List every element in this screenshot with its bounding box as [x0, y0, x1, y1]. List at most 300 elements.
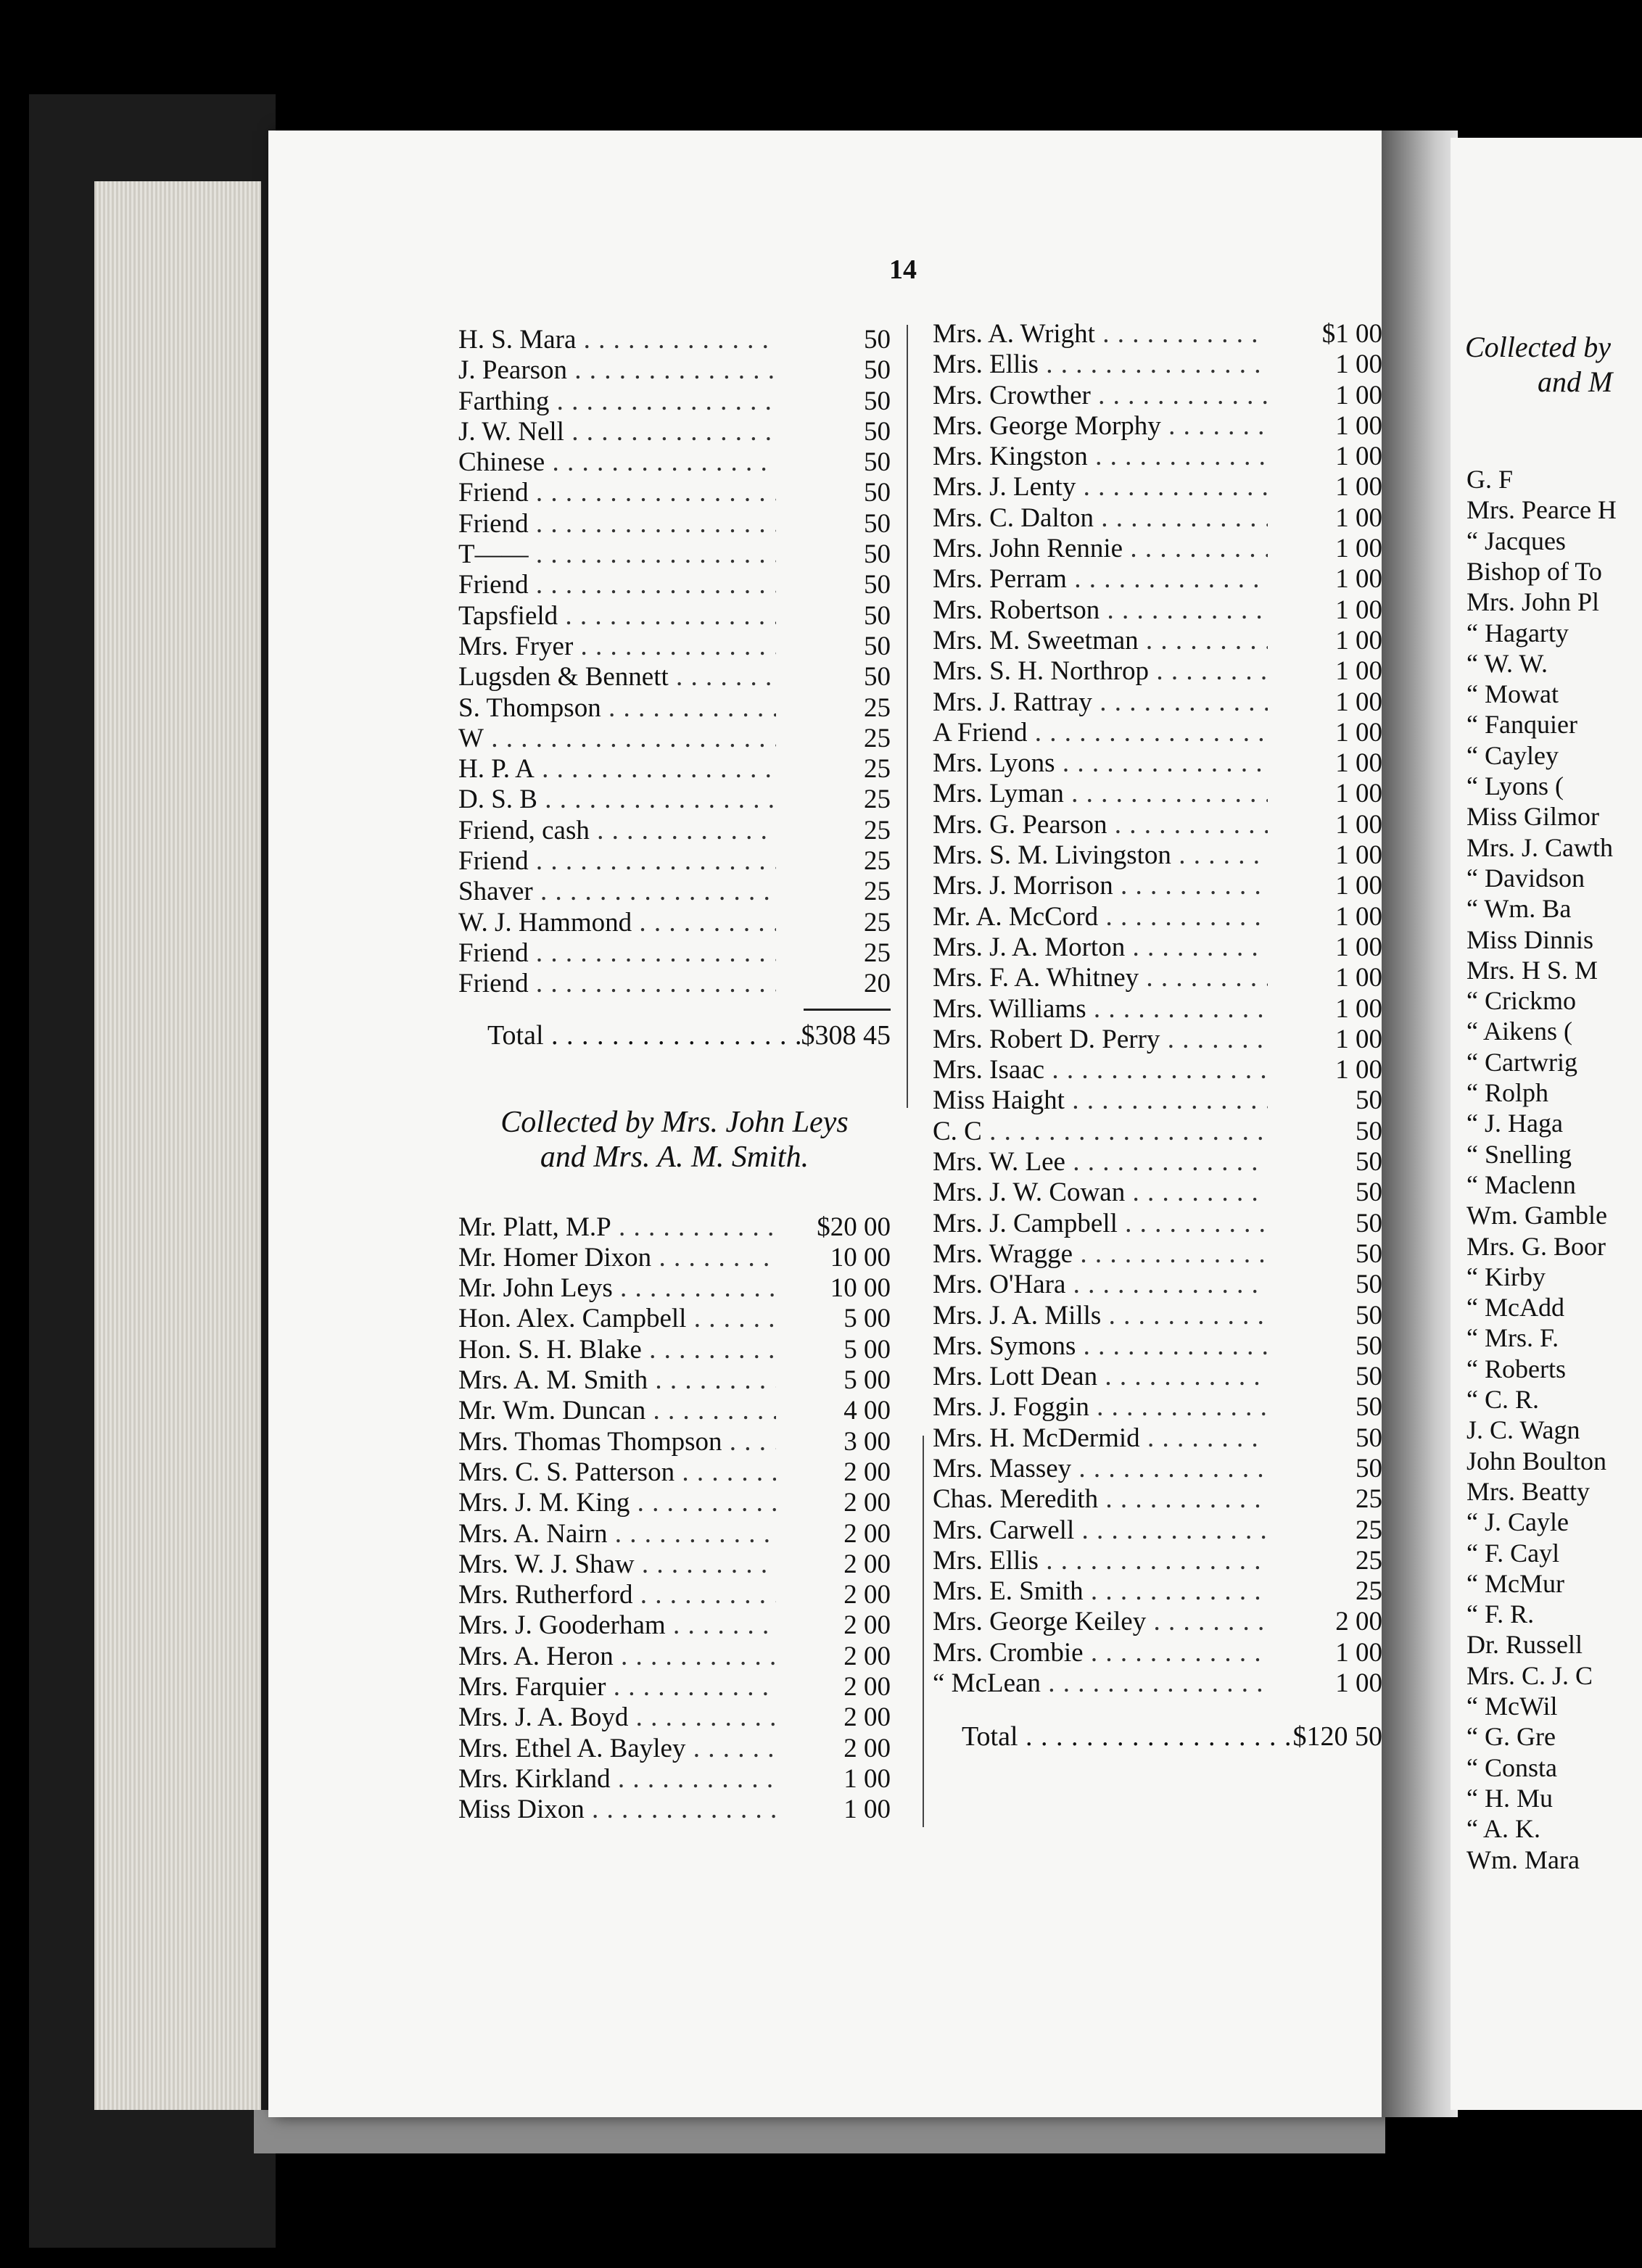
collected-heading-line2: and Mrs. A. M. Smith.	[540, 1140, 809, 1174]
list-item: J. C. Wagn	[1466, 1415, 1580, 1445]
list-item	[933, 1515, 1382, 1546]
donation-amount: 25	[864, 692, 891, 723]
donation-amount: 25	[1356, 1484, 1382, 1515]
list-item: “ Aikens (	[1466, 1017, 1572, 1046]
list-item: Mrs. Beatty	[1466, 1476, 1590, 1506]
donation-amount: 50	[1356, 1423, 1382, 1453]
donation-amount: 1 00	[1335, 840, 1382, 871]
donor-name: D. S. B . . .	[458, 785, 776, 815]
donor-name: Mrs. A. M. Smith . . .	[458, 1365, 776, 1396]
donor-name: Mrs. Isaac . . .	[933, 1055, 1268, 1085]
list-item	[933, 381, 1382, 411]
list-item	[458, 1488, 891, 1518]
donor-name: Mrs. M. Sweetman . . .	[933, 626, 1268, 656]
list-item: Dr. Russell	[1466, 1630, 1583, 1660]
list-item	[458, 1795, 891, 1825]
donation-amount: 10 00	[830, 1242, 891, 1272]
list-item: “ A. K.	[1466, 1814, 1540, 1844]
donation-amount: 2 00	[843, 1733, 891, 1763]
list-item: “ Hagarty	[1466, 618, 1569, 647]
list-item	[933, 1638, 1382, 1668]
donor-name: Mrs. O'Hara . . .	[933, 1270, 1268, 1300]
donation-amount: 50	[1356, 1270, 1382, 1300]
donation-amount: 50	[1356, 1453, 1382, 1483]
list-item	[458, 447, 891, 478]
donor-name: Mrs. A. Nairn . . .	[458, 1519, 776, 1549]
donor-name: Mrs. Wragge . . .	[933, 1239, 1268, 1270]
donation-amount: 1 00	[843, 1763, 891, 1794]
donation-amount: 1 00	[1335, 410, 1382, 441]
donation-amount: 10 00	[830, 1273, 891, 1304]
donation-amount: 1 00	[1335, 901, 1382, 932]
donation-amount: 25	[1356, 1545, 1382, 1576]
donor-name: Mrs. W. Lee . . .	[933, 1147, 1268, 1178]
total-amount: $308 45	[801, 1019, 891, 1051]
donation-amount: 25	[1356, 1576, 1382, 1607]
list-item: “ F. R.	[1466, 1599, 1535, 1629]
donation-amount: 50	[864, 600, 891, 631]
list-item: “ Cayley	[1466, 740, 1559, 770]
list-item: “ H. Mu	[1466, 1783, 1553, 1813]
list-item	[933, 503, 1382, 534]
list-item	[458, 1457, 891, 1488]
donor-name: Miss Dixon . . .	[458, 1795, 776, 1825]
donor-name: Mrs. Ellis . . .	[933, 349, 1268, 380]
list-item: John Boulton	[1466, 1446, 1607, 1476]
list-item	[933, 1668, 1382, 1699]
list-item	[933, 1484, 1382, 1515]
donor-name: Mrs. Lyons . . .	[933, 748, 1268, 779]
list-item	[933, 534, 1382, 564]
list-item	[458, 1702, 891, 1733]
list-item	[933, 1239, 1382, 1270]
total-label: Total . . .	[458, 1019, 801, 1051]
donation-amount: 50	[1356, 1116, 1382, 1146]
list-item	[933, 687, 1382, 718]
list-item: Mrs. Pearce H	[1466, 495, 1617, 525]
donation-amount: 1 00	[1335, 656, 1382, 687]
donor-name: Farthing . . .	[458, 386, 776, 417]
donation-amount: 25	[864, 938, 891, 968]
list-item	[458, 816, 891, 846]
donation-amount: 1 00	[1335, 779, 1382, 809]
donation-amount: $20 00	[817, 1212, 891, 1242]
list-item	[933, 840, 1382, 871]
right-heading	[1465, 330, 1612, 400]
list-item	[933, 1055, 1382, 1085]
donor-name: Mrs. John Rennie . . .	[933, 534, 1268, 564]
donation-amount: 1 00	[1335, 534, 1382, 564]
donor-name: Mrs. C. S. Patterson . . .	[458, 1457, 776, 1488]
list-item	[458, 908, 891, 938]
donor-name: Mrs. Williams . . .	[933, 994, 1268, 1025]
donor-name: Friend . . .	[458, 846, 776, 877]
list-item: Wm. Mara	[1466, 1845, 1580, 1874]
list-item	[933, 1331, 1382, 1362]
donation-amount: 1 00	[1335, 502, 1382, 533]
donation-amount: 4 00	[843, 1396, 891, 1426]
donation-amount: 20	[864, 969, 891, 999]
list-item: “ McMur	[1466, 1568, 1564, 1598]
list-item	[458, 570, 891, 600]
donor-name: Mrs. George Morphy . . .	[933, 411, 1268, 442]
list-item	[933, 718, 1382, 748]
donor-name: Mrs. J. Foggin . . .	[933, 1392, 1268, 1423]
book-gutter	[1382, 131, 1458, 2117]
middle-total-row	[933, 1721, 1382, 1755]
donation-amount: 1 00	[1335, 595, 1382, 625]
list-item	[933, 1270, 1382, 1300]
donation-amount: 2 00	[843, 1641, 891, 1671]
donor-name: Mr. Platt, M.P . . .	[458, 1212, 776, 1243]
donor-name: Friend . . .	[458, 509, 776, 539]
donor-name: J. Pearson . . .	[458, 355, 776, 386]
list-item	[933, 1209, 1382, 1239]
donation-amount: 50	[864, 447, 891, 478]
donation-amount: 25	[864, 815, 891, 845]
donor-name: Mrs. Crombie . . .	[933, 1638, 1268, 1668]
donor-name: H. P. A . . .	[458, 754, 776, 785]
list-item	[933, 1025, 1382, 1055]
donation-amount: 50	[1356, 1178, 1382, 1208]
donor-name: Friend . . .	[458, 478, 776, 508]
donation-amount: 1 00	[1335, 687, 1382, 717]
list-item: “ Mrs. F.	[1466, 1323, 1559, 1353]
list-item	[458, 785, 891, 815]
list-item	[458, 1396, 891, 1426]
list-item	[458, 1642, 891, 1672]
list-item	[458, 754, 891, 785]
donor-name: Mrs. Perram . . .	[933, 564, 1268, 595]
donor-name: Mr. Homer Dixon . . .	[458, 1243, 776, 1273]
list-item	[933, 1301, 1382, 1331]
middle-entries-list	[933, 319, 1382, 1699]
list-item: “ J. Cayle	[1466, 1507, 1569, 1537]
donation-amount: 1 00	[1335, 809, 1382, 840]
donor-name: T—— . . .	[458, 539, 776, 570]
donation-amount: 50	[864, 508, 891, 539]
donor-name: Mrs. Robertson . . .	[933, 595, 1268, 626]
list-item	[458, 724, 891, 754]
donation-amount: $1 00	[1321, 319, 1382, 349]
list-item	[458, 355, 891, 386]
donor-name: Hon. Alex. Campbell . . .	[458, 1304, 776, 1334]
donor-name: Miss Haight . . .	[933, 1085, 1268, 1116]
list-item	[933, 319, 1382, 349]
list-item: “ F. Cayl	[1466, 1538, 1560, 1568]
left-entries-list	[458, 325, 891, 1000]
donation-amount: 1 00	[1335, 871, 1382, 901]
list-item: “ C. R.	[1466, 1385, 1540, 1414]
list-item	[458, 1610, 891, 1641]
list-item: “ G. Gre	[1466, 1722, 1556, 1752]
donor-name: Mrs. S. M. Livingston . . .	[933, 840, 1268, 871]
list-item	[458, 1672, 891, 1702]
list-item	[933, 1423, 1382, 1454]
donor-name: Mrs. J. W. Cowan . . .	[933, 1178, 1268, 1208]
donation-amount: 2 00	[843, 1580, 891, 1610]
list-item	[458, 846, 891, 877]
donation-amount: 1 00	[1335, 1637, 1382, 1668]
donation-amount: 5 00	[843, 1365, 891, 1396]
donation-amount: 1 00	[1335, 625, 1382, 655]
list-item	[458, 1243, 891, 1273]
donation-amount: 1 00	[1335, 1668, 1382, 1699]
donation-amount: 25	[1356, 1515, 1382, 1545]
list-item	[933, 472, 1382, 502]
donor-name: Mrs. J. A. Mills . . .	[933, 1301, 1268, 1331]
donor-name: Mrs. A. Wright . . .	[933, 319, 1268, 349]
donation-amount: 1 00	[1335, 1024, 1382, 1054]
donor-name: Mrs. W. J. Shaw . . .	[458, 1549, 776, 1580]
donor-name: H. S. Mara . . .	[458, 325, 776, 355]
list-item: “ Fanquier	[1466, 710, 1577, 740]
list-item	[458, 969, 891, 999]
list-item	[458, 509, 891, 539]
donation-amount: 25	[864, 907, 891, 938]
list-item	[458, 938, 891, 969]
list-item	[933, 349, 1382, 380]
donor-name: Mrs. Rutherford . . .	[458, 1580, 776, 1610]
list-item: G. F	[1466, 465, 1514, 494]
donor-name: S. Thompson . . .	[458, 693, 776, 724]
donor-name: Mrs. George Keiley . . .	[933, 1607, 1268, 1637]
donor-name: Mrs. Symons . . .	[933, 1331, 1268, 1362]
list-item	[458, 632, 891, 662]
donor-name: Mrs. Crowther . . .	[933, 381, 1268, 411]
donation-amount: 50	[1356, 1238, 1382, 1269]
list-item: Mrs. C. J. C	[1466, 1660, 1593, 1690]
list-item	[933, 902, 1382, 932]
right-heading-line2: and M	[1538, 365, 1613, 398]
donation-amount: 2 00	[843, 1671, 891, 1702]
donation-amount: 1 00	[1335, 717, 1382, 748]
donation-amount: 50	[864, 416, 891, 447]
donation-amount: 50	[864, 386, 891, 416]
donor-name: Mrs. J. Gooderham . . .	[458, 1610, 776, 1641]
donation-amount: 1 00	[1335, 564, 1382, 595]
donor-name: Mrs. E. Smith . . .	[933, 1576, 1268, 1607]
total-label: Total . . .	[933, 1721, 1293, 1752]
donor-name: Mr. A. McCord . . .	[933, 902, 1268, 932]
list-item: “ Consta	[1466, 1752, 1557, 1782]
list-item: Wm. Gamble	[1466, 1201, 1607, 1230]
list-item: “ Davidson	[1466, 863, 1585, 893]
donor-name: Lugsden & Bennett . . .	[458, 662, 776, 692]
list-item	[458, 693, 891, 724]
donor-name: Mrs. J. M. King . . .	[458, 1488, 776, 1518]
list-item	[458, 1365, 891, 1396]
donor-name: Mrs. Kingston . . .	[933, 442, 1268, 472]
list-item	[933, 411, 1382, 442]
right-heading-line1: Collected by	[1465, 331, 1612, 363]
list-item	[933, 1178, 1382, 1208]
donation-amount: 2 00	[843, 1610, 891, 1641]
donor-name: Mrs. J. A. Boyd . . .	[458, 1702, 776, 1733]
page-number: 14	[889, 254, 917, 285]
donation-amount: 1 00	[1335, 993, 1382, 1024]
donation-amount: 25	[864, 877, 891, 907]
donation-amount: 1 00	[1335, 1055, 1382, 1085]
donor-name: Mrs. Ellis . . .	[933, 1546, 1268, 1576]
donor-name: Shaver . . .	[458, 877, 776, 907]
list-item: Mrs. G. Boor	[1466, 1231, 1606, 1261]
left-entries2-list	[458, 1212, 891, 1826]
donor-name: Mrs. J. Morrison . . .	[933, 871, 1268, 901]
donor-name: Mr. John Leys . . .	[458, 1273, 776, 1304]
donation-amount: 5 00	[843, 1334, 891, 1365]
list-item	[933, 871, 1382, 901]
list-item: “ Jacques	[1466, 526, 1566, 555]
list-item	[458, 1304, 891, 1334]
total-amount: $120 50	[1292, 1721, 1382, 1752]
donation-amount: 50	[1356, 1147, 1382, 1178]
list-item	[933, 1454, 1382, 1484]
donation-amount: 50	[864, 662, 891, 692]
donor-name: Friend . . .	[458, 938, 776, 969]
donor-name: Mr. Wm. Duncan . . .	[458, 1396, 776, 1426]
left-column	[458, 325, 891, 1825]
donation-amount: 50	[1356, 1330, 1382, 1361]
total-rule	[804, 1009, 891, 1011]
list-item	[458, 1212, 891, 1243]
donation-amount: 25	[864, 723, 891, 753]
list-item	[458, 539, 891, 570]
donor-name: “ McLean . . .	[933, 1668, 1268, 1699]
donor-name: Mrs. J. A. Morton . . .	[933, 932, 1268, 963]
donation-amount: 1 00	[1335, 349, 1382, 380]
list-item: “ Roberts	[1466, 1354, 1566, 1383]
page-edges	[94, 181, 261, 2110]
donor-name: W . . .	[458, 724, 776, 754]
donor-name: Hon. S. H. Blake . . .	[458, 1335, 776, 1365]
list-item	[458, 1580, 891, 1610]
list-item	[458, 386, 891, 417]
column-divider	[907, 325, 908, 1108]
list-item: Mrs. John Pl	[1466, 587, 1600, 617]
donor-name: Chinese . . .	[458, 447, 776, 478]
list-item: “ Cartwrig	[1466, 1047, 1577, 1077]
list-item	[933, 1147, 1382, 1178]
list-item	[933, 564, 1382, 595]
list-item: Mrs. J. Cawth	[1466, 832, 1614, 862]
list-item: “ McAdd	[1466, 1293, 1564, 1323]
donor-name: Mrs. Fryer . . .	[458, 632, 776, 662]
list-item	[933, 1117, 1382, 1147]
donation-amount: 25	[864, 785, 891, 815]
list-item: Miss Dinnis	[1466, 924, 1594, 954]
donor-name: Mrs. Ethel A. Bayley . . .	[458, 1734, 776, 1764]
donor-name: Friend . . .	[458, 570, 776, 600]
donor-name: Mrs. A. Heron . . .	[458, 1642, 776, 1672]
donor-name: J. W. Nell . . .	[458, 417, 776, 447]
donor-name: Mrs. Farquier . . .	[458, 1672, 776, 1702]
donation-amount: 1 00	[1335, 472, 1382, 502]
donation-amount: 50	[864, 539, 891, 570]
donor-name: Mrs. G. Pearson . . .	[933, 810, 1268, 840]
list-item	[458, 1427, 891, 1457]
donor-name: Mrs. J. Rattray . . .	[933, 687, 1268, 718]
donor-name: Friend . . .	[458, 969, 776, 999]
donor-name: W. J. Hammond . . .	[458, 908, 776, 938]
list-item: Bishop of To	[1466, 556, 1602, 586]
donor-name: Mrs. Lyman . . .	[933, 779, 1268, 809]
donation-amount: 50	[864, 570, 891, 600]
list-item	[458, 662, 891, 692]
donation-amount: 25	[864, 846, 891, 877]
list-item	[933, 1546, 1382, 1576]
donation-amount: 50	[864, 355, 891, 386]
list-item: Miss Gilmor	[1466, 802, 1600, 832]
list-item: “ McWil	[1466, 1692, 1558, 1721]
donation-amount: 50	[1356, 1300, 1382, 1330]
list-item	[933, 1362, 1382, 1392]
donor-name: Mrs. C. Dalton . . .	[933, 503, 1268, 534]
donation-amount: 50	[1356, 1085, 1382, 1116]
collected-heading-line1: Collected by Mrs. John Leys	[500, 1105, 849, 1139]
donor-name: Chas. Meredith . . .	[933, 1484, 1268, 1515]
list-item	[458, 601, 891, 632]
list-item	[458, 478, 891, 508]
list-item	[458, 1335, 891, 1365]
donation-amount: 1 00	[1335, 963, 1382, 993]
list-item: “ Kirby	[1466, 1262, 1546, 1291]
list-item: “ Wm. Ba	[1466, 894, 1572, 924]
donation-amount: 50	[1356, 1362, 1382, 1392]
list-item: “ Snelling	[1466, 1139, 1572, 1169]
donation-amount: 50	[864, 478, 891, 508]
donation-amount: 1 00	[843, 1795, 891, 1825]
list-item: “ Crickmo	[1466, 986, 1576, 1016]
list-item	[933, 810, 1382, 840]
donation-amount: 2 00	[1335, 1607, 1382, 1637]
list-item	[933, 1392, 1382, 1423]
list-item	[458, 1549, 891, 1580]
list-item	[458, 1734, 891, 1764]
donor-name: Mrs. Massey . . .	[933, 1454, 1268, 1484]
list-item	[458, 1273, 891, 1304]
donor-name: Mrs. Thomas Thompson . . .	[458, 1427, 776, 1457]
list-item	[458, 417, 891, 447]
list-item	[933, 1607, 1382, 1637]
donor-name: Mrs. Carwell . . .	[933, 1515, 1268, 1546]
donation-amount: 25	[864, 754, 891, 785]
donation-amount: 5 00	[843, 1304, 891, 1334]
list-item: “ J. Haga	[1466, 1109, 1563, 1138]
list-item	[933, 1085, 1382, 1116]
donation-amount: 2 00	[843, 1549, 891, 1579]
donation-amount: 2 00	[843, 1457, 891, 1487]
list-item	[933, 626, 1382, 656]
list-item: “ Mowat	[1466, 679, 1559, 709]
list-item	[933, 656, 1382, 687]
donation-amount: 50	[864, 631, 891, 661]
list-item: “ Rolph	[1466, 1078, 1548, 1107]
donation-amount: 2 00	[843, 1488, 891, 1518]
left-total-row	[458, 1019, 891, 1054]
donation-amount: 3 00	[843, 1426, 891, 1457]
donation-amount: 1 00	[1335, 932, 1382, 962]
donor-name: Mrs. J. Campbell . . .	[933, 1209, 1268, 1239]
donation-amount: 50	[1356, 1208, 1382, 1238]
middle-column	[933, 319, 1382, 1755]
list-item: “ Maclenn	[1466, 1170, 1576, 1199]
donor-name: Mrs. Lott Dean . . .	[933, 1362, 1268, 1392]
list-item	[458, 1519, 891, 1549]
list-item	[458, 325, 891, 355]
donation-amount: 2 00	[843, 1518, 891, 1549]
list-item: “ Lyons (	[1466, 771, 1564, 800]
